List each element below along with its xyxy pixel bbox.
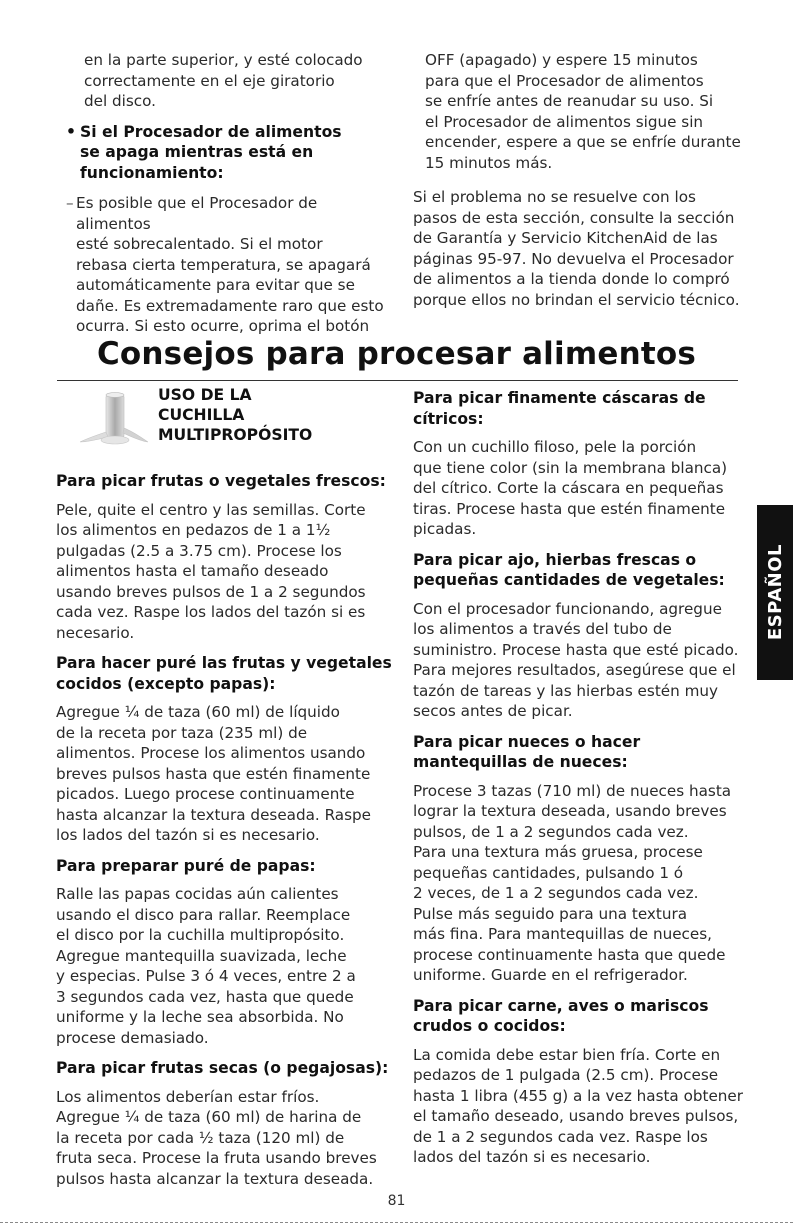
tip-heading: Para picar ajo, hierbas frescas o pequeñas cantidades de vegetales:: [413, 550, 725, 589]
tips-left-column: [56, 471, 401, 1189]
tip-heading: Para hacer puré las frutas y vegetales cocidos (excepto papas):: [56, 654, 392, 693]
bullet-icon: •: [66, 122, 76, 141]
top-left-column: [66, 50, 396, 337]
dash-item: [66, 193, 396, 337]
top-right-column: [413, 50, 753, 310]
language-tab-label: ESPAÑOL: [764, 544, 786, 641]
bullet-item: [66, 122, 396, 184]
tip-heading: Para picar nueces o hacer mantequillas de nueces:: [413, 732, 641, 771]
dash-text: Es posible que el Procesador de alimentos esté sobrecalentado. Si el motor rebasa cierta temperatura, se apagará automáticamente para evitar que se dañe. Es extremadamente raro que esto ocurra. Si esto ocurre, oprima el botón: [76, 194, 384, 335]
tip-body: Los alimentos deberían estar fríos. Agregue ¼ de taza (60 ml) de harina de la receta por cada ½ taza (120 ml) de fruta seca. Procese la fruta usando breves pulsos hasta alcanzar la textura deseada.: [56, 1087, 377, 1188]
troubleshooting-paragraph: Si el problema no se resuelve con los pasos de esta sección, consulte la sección de Garantía y Servicio KitchenAid de las páginas 95-97. No devuelva el Procesador de alimentos a la tienda donde lo compró porque ellos no brindan el servicio técnico.: [413, 188, 740, 309]
tip-body: Con un cuchillo filoso, pele la porción que tiene color (sin la membrana blanca) del cítrico. Corte la cáscara en pequeñas tiras. Procese hasta que estén finamente picadas.: [413, 438, 728, 538]
tip-heading: Para picar carne, aves o mariscos crudos o cocidos:: [413, 996, 709, 1035]
continued-paragraph: en la parte superior, y esté colocado correctamente en el eje giratorio del disco.: [84, 51, 363, 110]
tips-right-column: [413, 388, 751, 1168]
page-number: 81: [387, 1193, 406, 1209]
tip-body: Con el procesador funcionando, agregue los alimentos a través del tubo de suministro. Procese hasta que esté picado. Para mejores resultados, asegúrese que el tazón de tareas y las hierbas estén muy secos antes de picar.: [413, 599, 739, 720]
tip-body: Procese 3 tazas (710 ml) de nueces hasta lograr la textura deseada, usando breves pulsos, de 1 a 2 segundos cada vez. Para una textura más gruesa, procese pequeñas cantidades, pulsando 1 ó 2 veces, de 1 a 2 segundos cada vez. Pulse más seguido para una textura más fina. Para mantequillas de nueces, procese continuamente hasta que quede uniforme. Guarde en el refrigerador.: [413, 781, 732, 984]
bullet-heading: Si el Procesador de alimentos se apaga mientras está en funcionamiento:: [80, 122, 342, 182]
title-divider: [57, 380, 738, 381]
section-title: Consejos para procesar alimentos: [96, 336, 697, 372]
tip-heading: Para picar finamente cáscaras de cítricos:: [413, 389, 706, 428]
continued-paragraph-right: OFF (apagado) y espere 15 minutos para que el Procesador de alimentos se enfríe antes de reanudar su uso. Si el Procesador de alimentos sigue sin encender, espere a que se enfríe durante 15 minutos más.: [425, 51, 741, 172]
dash-icon: –: [66, 194, 74, 212]
tip-body: Ralle las papas cocidas aún calientes usando el disco para rallar. Reemplace el disco por la cuchilla multipropósito. Agregue mantequilla suavizada, leche y especias. Pulse 3 ó 4 veces, entre 2 a 3 segundos cada vez, hasta que quede uniforme y la leche sea absorbida. No procese demasiado.: [56, 885, 356, 1047]
tip-body: Agregue ¼ de taza (60 ml) de líquido de la receta por taza (235 ml) de alimentos. Procese los alimentos usando breves pulsos hasta que estén finamente picados. Luego procese continuamente hasta alcanzar la textura deseada. Raspe los lados del tazón si es necesario.: [56, 703, 371, 844]
tip-body: Pele, quite el centro y las semillas. Corte los alimentos en pedazos de 1 a 1½ pulgadas (2.5 a 3.75 cm). Procese los alimentos hasta el tamaño deseado usando breves pulsos de 1 a 2 segundos cada vez. Raspe los lados del tazón si es necesario.: [56, 500, 366, 642]
blade-heading: USO DE LA CUCHILLA MULTIPROPÓSITO: [158, 386, 313, 444]
multipurpose-blade-icon: [80, 392, 148, 450]
tip-heading: Para preparar puré de papas:: [56, 856, 316, 875]
tip-heading: Para picar frutas secas (o pegajosas):: [56, 1059, 389, 1077]
page-edge-line: [0, 1222, 793, 1223]
language-tab: [757, 505, 793, 680]
tip-heading: Para picar frutas o vegetales frescos:: [56, 472, 386, 490]
tip-body: La comida debe estar bien fría. Corte en pedazos de 1 pulgada (2.5 cm). Procese hasta 1 libra (455 g) a la vez hasta obtener el tamaño deseado, usando breves pulsos, de 1 a 2 segundos cada vez. Raspe los lados del tazón si es necesario.: [413, 1045, 744, 1166]
